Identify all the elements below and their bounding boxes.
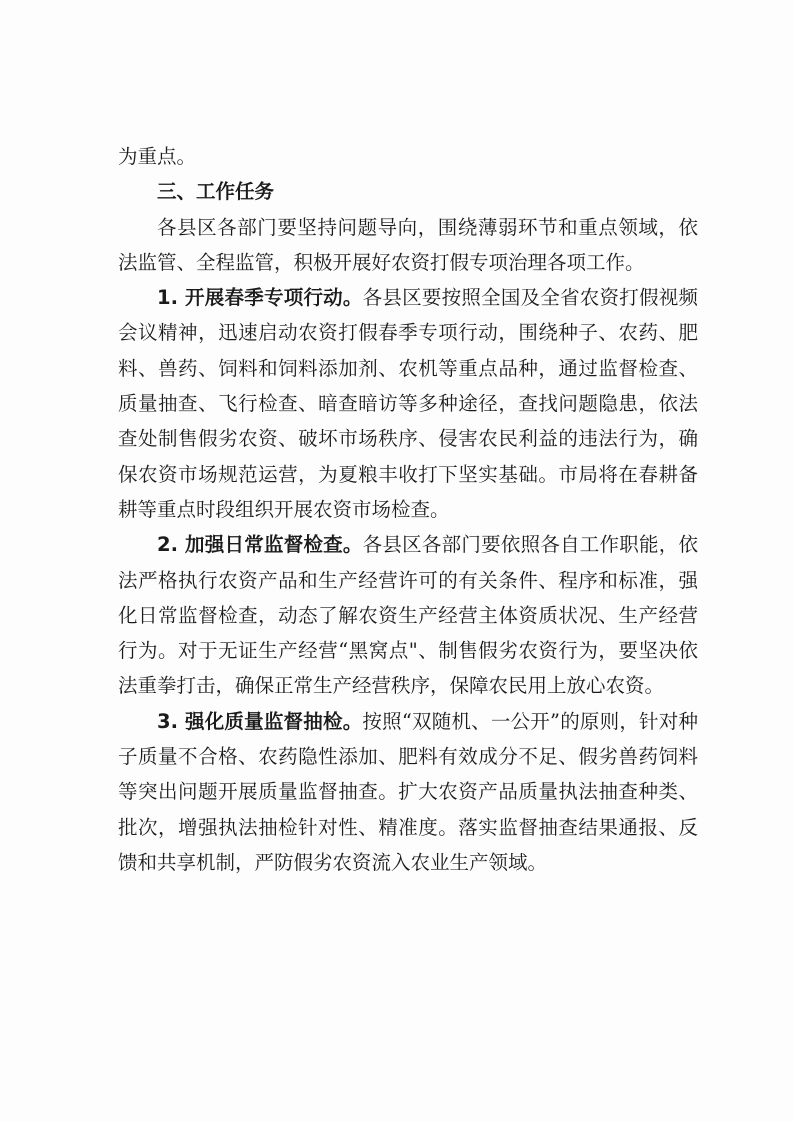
section-heading: 三、工作任务 (157, 180, 275, 204)
item-paragraph-1 (118, 280, 698, 527)
item-lead-1: 1. 开展春季专项行动。 (157, 286, 363, 310)
item-paragraph-3 (118, 704, 698, 880)
item-body-2: 各县区各部门要依照各自工作职能，依法严格执行农资产品和生产经营许可的有关条件、程序和标准，强化日常监督检查，动态了解农资生产经营主体资质状况、生产经营行为。对于无证生产经营“黑窝点"、制售假劣农资行为，要坚决依法重拳打击，确保正常生产经营秩序，保障农民用上放心农资。 (118, 533, 698, 698)
intro-paragraph: 各县区各部门要坚持问题导向，围绕薄弱环节和重点领域，依法监管、全程监管，积极开展好农资打假专项治理各项工作。 (118, 215, 698, 274)
item-body-3: 按照“双随机、一公开”的原则，针对种子质量不合格、农药隐性添加、肥料有效成分不足、假劣兽药饲料等突出问题开展质量监督抽查。扩大农资产品质量执法抽查种类、批次，增强执法抽检针对性、精准度。落实监督抽查结果通报、反馈和共享机制，严防假劣农资流入农业生产领域。 (118, 709, 698, 874)
item-body-1: 各县区要按照全国及全省农资打假视频会议精神，迅速启动农资打假春季专项行动，围绕种子、农药、肥料、兽药、饲料和饲料添加剂、农机等重点品种，通过监督检查、质量抽查、飞行检查、暗查暗访等多种途径，查找问题隐患，依法查处制售假劣农资、破坏市场秩序、侵害农民利益的违法行为，确保农资市场规范运营，为夏粮丰收打下坚实基础。市局将在春耕备耕等重点时段组织开展农资市场检查。 (118, 286, 698, 521)
item-paragraph-2 (118, 527, 698, 703)
document-body (118, 139, 698, 880)
item-lead-3: 3. 强化质量监督抽检。 (157, 709, 363, 733)
item-lead-2: 2. 加强日常监督检查。 (157, 533, 363, 557)
continuation-text: 为重点。 (118, 145, 197, 168)
